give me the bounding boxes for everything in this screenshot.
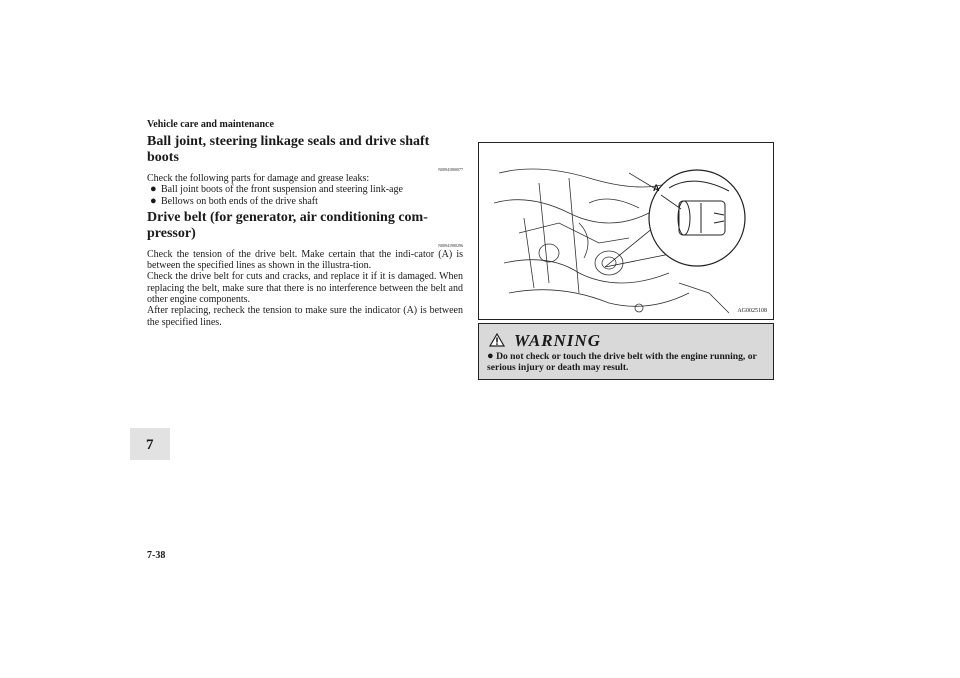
bullet-icon: ●: [150, 194, 157, 207]
engine-drawing: [479, 143, 773, 319]
list-item: [147, 196, 463, 207]
list-item-text: Bellows on both ends of the drive shaft: [161, 195, 318, 207]
warning-title: WARNING: [514, 331, 601, 350]
page-number: 7-38: [147, 550, 166, 561]
callout-label: A: [653, 183, 660, 193]
warning-box: [478, 323, 774, 380]
warning-text-content: Do not check or touch the drive belt with the engine running, or serious injury or death may result.: [487, 351, 757, 373]
section1-intro: Check the following parts for damage and grease leaks:: [147, 173, 370, 184]
section-header: Vehicle care and maintenance: [147, 119, 274, 130]
warning-text: [487, 351, 771, 373]
section1-heading: Ball joint, steering linkage seals and drive shaft boots: [147, 134, 430, 165]
section2-heading: Drive belt (for generator, air conditioning com-pressor): [147, 209, 428, 241]
warning-triangle-icon: [489, 333, 505, 347]
section1-list: [147, 184, 463, 207]
list-item-text: Ball joint boots of the front suspension and steering link-age: [161, 184, 403, 196]
section1-code: N00941800077: [438, 167, 463, 172]
engine-illustration: [478, 142, 774, 320]
section2-code: N00941900296: [438, 242, 463, 248]
section2-paragraph: Check the drive belt for cuts and cracks, and replace it if it is damaged. When replacing the belt, make sure that there is no interference between the belt and other engine components.: [147, 271, 463, 306]
list-item: [147, 184, 463, 195]
chapter-number: 7: [146, 437, 154, 453]
bullet-icon: ●: [150, 183, 157, 196]
section2-paragraph: Check the tension of the drive belt. Make certain that the indi-cator (A) is between the specified lines as shown in the illustra-tion.: [147, 248, 463, 272]
left-column: [147, 134, 463, 328]
bullet-icon: ●: [487, 350, 494, 362]
section2-paragraph: After replacing, recheck the tension to make sure the indicator (A) is between the specified lines.: [147, 305, 463, 328]
figure-code: AG0025108: [737, 308, 767, 314]
